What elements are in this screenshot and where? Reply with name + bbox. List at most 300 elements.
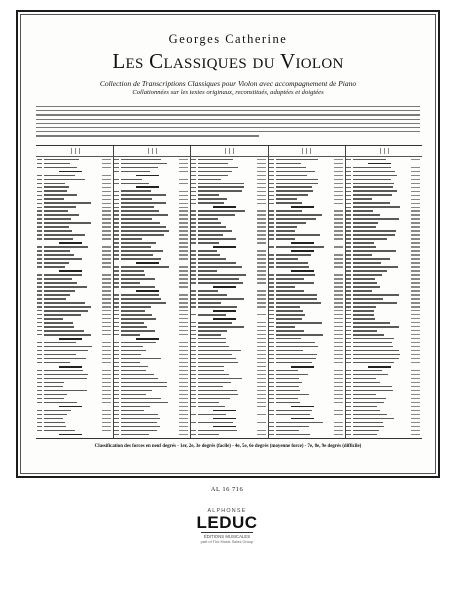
catalog-entry [190,222,267,225]
catalog-entry [36,329,113,332]
catalog-entry [268,413,345,416]
catalog-entry [345,254,422,257]
catalog-entry [36,405,113,408]
catalog-entry [268,306,345,309]
catalog-entry [36,393,113,396]
catalog-entry [36,250,113,253]
catalog-entry [268,357,345,360]
catalog-entry [190,218,267,221]
catalog-entry [36,226,113,229]
catalog-entry [113,313,190,316]
catalog-entry [190,206,267,209]
catalog-entry [345,389,422,392]
catalog-entry [190,313,267,316]
catalog-entry [268,294,345,297]
catalog-entry [345,413,422,416]
catalog-entry [36,421,113,424]
catalog-entry [268,170,345,173]
catalog-entry [345,174,422,177]
catalog-entry [345,381,422,384]
catalog-entry [190,166,267,169]
catalog-entry [345,166,422,169]
catalog-entry [268,377,345,380]
catalog-entry [36,202,113,205]
catalog-entry [36,282,113,285]
catalog-entry [345,333,422,336]
catalog-entry [190,194,267,197]
catalog-entry [36,397,113,400]
catalog-entry [113,421,190,424]
catalog-entry [268,282,345,285]
catalog-entry [190,254,267,257]
catalog-entry [113,194,190,197]
publisher-logo-main: LEDUC [196,513,258,532]
catalog-entry [190,266,267,269]
catalog-entry [345,214,422,217]
subtitle: Collection de Transcriptions Classiques pour Violon avec accompagnement de Piano [99,79,357,88]
catalog-entry [268,361,345,364]
catalog-entry [36,381,113,384]
cover-sheet [16,10,440,478]
catalog-entry [113,433,190,436]
catalog-entry [36,274,113,277]
catalog-entry [345,385,422,388]
catalog-entry [36,194,113,197]
catalog-entry [190,214,267,217]
catalog-entry [345,230,422,233]
catalog-entry [113,401,190,404]
catalog-entry [190,425,267,428]
catalog-entry [268,345,345,348]
catalog-entry [113,361,190,364]
catalog-entry [190,321,267,324]
catalog-entry [190,282,267,285]
catalog-entry [268,317,345,320]
catalog-entry [345,401,422,404]
catalog-entry [113,413,190,416]
catalog-entry [190,337,267,340]
publisher-logo-group: part of The Music Sales Group [200,539,254,544]
catalog-entry [268,162,345,165]
catalog-entry [36,270,113,273]
catalog-entry [345,329,422,332]
catalog-entry [268,258,345,261]
catalog-entry [268,186,345,189]
catalog-entry [190,409,267,412]
catalog-entry [268,194,345,197]
catalog-entry [190,413,267,416]
catalog-entry [113,417,190,420]
catalog-entry [113,405,190,408]
catalog-entry [113,202,190,205]
catalog-column-header [36,146,113,157]
catalog-entry [190,294,267,297]
catalog-entry [268,310,345,313]
catalog-entry [345,170,422,173]
catalog-entry [345,417,422,420]
catalog-entry [36,425,113,428]
catalog-entry [113,210,190,213]
catalog-entry [190,174,267,177]
catalog-entry [190,333,267,336]
catalog-entry [345,210,422,213]
catalog-entry [36,361,113,364]
catalog-entry [268,206,345,209]
catalog-entry [190,417,267,420]
catalog-entry [36,266,113,269]
catalog-entry [36,166,113,169]
catalog-entry [36,206,113,209]
catalog-entry [268,210,345,213]
catalog-entry [113,298,190,301]
catalog-entry [113,333,190,336]
catalog-entry [113,337,190,340]
catalog-entry [190,242,267,245]
catalog-entry [345,310,422,313]
catalog-entry [113,389,190,392]
catalog-entry [113,246,190,249]
catalog-entry [36,401,113,404]
catalog-entry [268,246,345,249]
catalog-entry [268,393,345,396]
catalog-entry [268,190,345,193]
catalog-entry [268,214,345,217]
catalog-entry [190,401,267,404]
catalog-entry [36,170,113,173]
composer-name: Georges Catherine [168,32,288,46]
catalog-entry [345,270,422,273]
catalog-entry [345,178,422,181]
catalog-entry [190,238,267,241]
catalog-entry [345,158,422,161]
catalog-entry [345,266,422,269]
catalog-entry [36,234,113,237]
catalog-entry [113,317,190,320]
catalog-entry [36,218,113,221]
catalog-entry [36,262,113,265]
catalog-entry [345,202,422,205]
catalog-entry [345,397,422,400]
catalog-entry [345,357,422,360]
catalog-entry [190,349,267,352]
catalog-entry [113,329,190,332]
catalog-entry [113,369,190,372]
catalog-entry [345,198,422,201]
catalog-entry [268,353,345,356]
catalog-entry [36,238,113,241]
catalog-entry [36,377,113,380]
catalog-entry [113,385,190,388]
catalog-entry [36,325,113,328]
catalog-entry [190,357,267,360]
catalog-entry [36,433,113,436]
catalog-entry [345,409,422,412]
catalog-entry [113,242,190,245]
catalog-entry [345,234,422,237]
catalog-entry [190,389,267,392]
catalog-entry [36,214,113,217]
catalog-entry [36,349,113,352]
catalog-entry [190,377,267,380]
catalog-entry [345,206,422,209]
catalog-entry [113,198,190,201]
catalog-entry [113,238,190,241]
catalog-entry [268,222,345,225]
catalog-entry [190,230,267,233]
catalog-entry [190,353,267,356]
catalog-entry [36,413,113,416]
catalog-entry [113,425,190,428]
catalog-entry [36,178,113,181]
catalog-entry [113,325,190,328]
catalog-entry [268,178,345,181]
catalog-column [345,146,422,438]
catalog-entry [36,294,113,297]
catalog-entry [268,298,345,301]
catalog-entry [268,365,345,368]
catalog-entry [345,306,422,309]
catalog-entry [190,270,267,273]
catalog-entry [113,373,190,376]
catalog-entry [36,337,113,340]
catalog-entry [36,310,113,313]
catalog-entry [113,409,190,412]
catalog-entry [36,174,113,177]
catalog-entry [268,433,345,436]
catalog-entry [190,178,267,181]
catalog-entry [113,310,190,313]
catalog-entry [268,349,345,352]
catalog-entry [36,306,113,309]
catalog-entry [190,369,267,372]
catalog-entry [268,254,345,257]
catalog-entry [190,345,267,348]
catalog-entry [190,341,267,344]
catalog-entry [113,282,190,285]
catalog-entry [36,258,113,261]
catalog-entry [268,166,345,169]
catalog-entry [268,218,345,221]
catalog-entry [113,186,190,189]
catalog-column [36,146,114,438]
catalog-entry [345,162,422,165]
catalog-entry [36,182,113,185]
catalog-entry [113,357,190,360]
catalog-entry [345,369,422,372]
catalog-entry [268,389,345,392]
catalog-entry [345,238,422,241]
catalog-entry [36,286,113,289]
catalog-entry [36,389,113,392]
catalog-entry [268,313,345,316]
catalog-entry [113,365,190,368]
catalog-entry [268,381,345,384]
catalog-entry [190,365,267,368]
catalog-entry [268,417,345,420]
catalog-entry [190,361,267,364]
catalog-entry [345,226,422,229]
catalog-entry [345,282,422,285]
catalog-column [190,146,268,438]
catalog-entry [190,198,267,201]
catalog-entry [268,429,345,432]
catalog-entry [190,162,267,165]
catalog-entry [113,226,190,229]
catalog-entry [113,294,190,297]
catalog-column [113,146,191,438]
catalog-entry [268,325,345,328]
catalog-entry [113,290,190,293]
catalog-entry [345,361,422,364]
catalog-entry [190,190,267,193]
catalog-entry [268,250,345,253]
catalog-entry [113,178,190,181]
catalog-entry [190,286,267,289]
publisher-logo-top: ALPHONSE [207,508,247,514]
catalog-entry [113,234,190,237]
catalog-entry [345,246,422,249]
catalog-entry [113,429,190,432]
catalog-column-header [268,146,345,157]
catalog-entry [190,325,267,328]
catalog-entry [268,425,345,428]
catalog-entry [36,190,113,193]
catalog-entry [190,158,267,161]
catalog-entry [36,417,113,420]
catalog-entry [345,373,422,376]
catalog-entry [36,429,113,432]
catalog-entry [190,393,267,396]
catalog-entry [190,170,267,173]
catalog-entry [345,218,422,221]
catalog-entry [345,313,422,316]
publisher-logo-rule [201,532,253,533]
catalog-entry [345,278,422,281]
catalog-entry [113,274,190,277]
catalog-entry [345,425,422,428]
catalog-entry [345,298,422,301]
catalog-entry [268,266,345,269]
catalog-entry [190,246,267,249]
catalog-entry [345,345,422,348]
catalog-entry [190,421,267,424]
catalog-entry [190,278,267,281]
catalog-entry [345,294,422,297]
catalog-entry [113,190,190,193]
catalog-entry [268,234,345,237]
catalog-entry [345,250,422,253]
catalog-entry [190,298,267,301]
catalog-entry [36,290,113,293]
catalog-entry [190,290,267,293]
catalog-entry [190,381,267,384]
catalog-entry [113,381,190,384]
catalog-entry [345,405,422,408]
catalog-entry [190,258,267,261]
catalog-entry [36,313,113,316]
catalog-entry [268,238,345,241]
catalog-entry [36,333,113,336]
catalog-entry [345,429,422,432]
catalog-entry [190,373,267,376]
catalog-entry [345,194,422,197]
catalog-entry [113,377,190,380]
catalog-entry [113,302,190,305]
catalog-entry [113,166,190,169]
catalog-entry [190,274,267,277]
catalog-entry [113,174,190,177]
catalog-entry [268,333,345,336]
catalog-entry [113,321,190,324]
catalog-entry [113,306,190,309]
catalog-entry [268,286,345,289]
publisher-logo-editions: ÉDITIONS MUSICALES [203,534,251,539]
catalog-entry [190,429,267,432]
catalog-entry [345,290,422,293]
catalog-entry [113,266,190,269]
catalog-entry [268,174,345,177]
catalog-entry [268,158,345,161]
catalog-entry [36,158,113,161]
publisher-logo [195,508,259,544]
catalog-entry [190,329,267,332]
catalog-entry [36,302,113,305]
catalog-entry [190,433,267,436]
catalog-entry [345,242,422,245]
catalog-entry [190,234,267,237]
catalog-entry [345,286,422,289]
catalog-entry [345,190,422,193]
catalog-entry [345,433,422,436]
catalog-entry [36,409,113,412]
catalog-entry [268,278,345,281]
catalog-entry [36,341,113,344]
catalog-entry [345,377,422,380]
catalog-entry [190,182,267,185]
catalog-entry [36,317,113,320]
catalog-entry [268,409,345,412]
catalog-entry [345,353,422,356]
catalog-entry [190,250,267,253]
catalog-entry [113,258,190,261]
catalog-entry [345,349,422,352]
catalog-entry [268,274,345,277]
catalog-entry [190,262,267,265]
catalog-entry [36,298,113,301]
catalog-entry [190,306,267,309]
catalog-entry [190,202,267,205]
catalog-column [268,146,346,438]
catalog-entry [113,341,190,344]
catalog-entry [268,182,345,185]
catalog-entry [36,353,113,356]
catalog-entry [36,242,113,245]
catalog-entry [113,250,190,253]
catalog-entry [113,162,190,165]
series-title: Les Classiques du Violon [112,49,344,73]
catalog-number: AL 16 716 [210,486,244,493]
catalog-entry [268,321,345,324]
catalog-entry [113,182,190,185]
catalog-entry [113,158,190,161]
catalog-entry [36,254,113,257]
catalog-entry [113,393,190,396]
catalog-entry [345,302,422,305]
catalog-entry [345,186,422,189]
catalog-entry [113,278,190,281]
catalog-entry [268,401,345,404]
catalog-entry [345,317,422,320]
